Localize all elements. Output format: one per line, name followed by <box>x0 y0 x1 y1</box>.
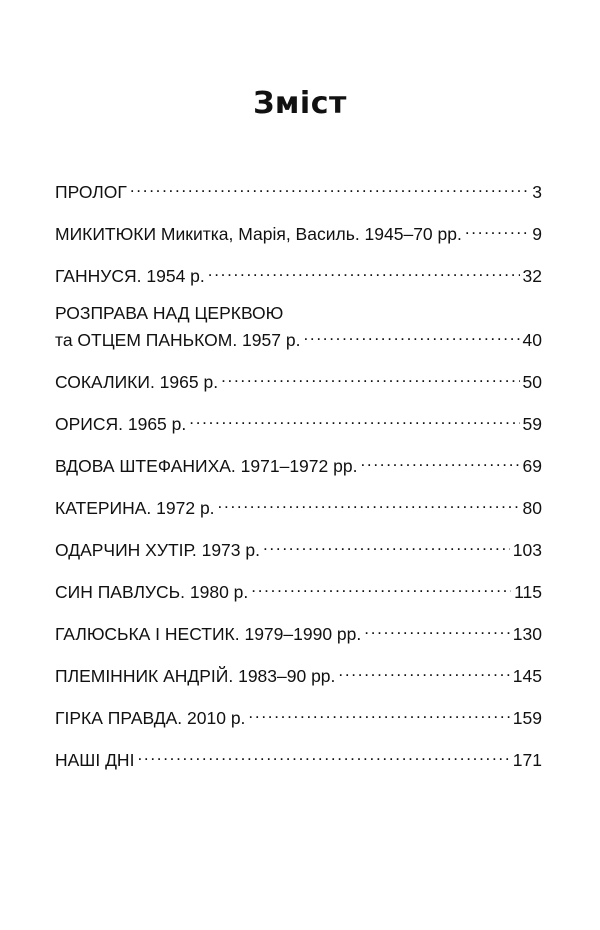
toc-entry <box>55 260 542 287</box>
toc-page-number: 145 <box>512 666 542 686</box>
toc-page-number: 59 <box>522 414 542 434</box>
toc-entry <box>55 618 542 645</box>
toc-leader-dots <box>189 408 519 430</box>
toc-entry-title-line1: РОЗПРАВА НАД ЦЕРКВОЮ <box>55 303 284 323</box>
toc-entry <box>55 450 542 477</box>
toc-entry-title: ОРИСЯ. 1965 р. <box>55 414 187 434</box>
toc-leader-dots <box>251 576 511 598</box>
toc-entry <box>55 702 542 729</box>
toc-entry-title: СИН ПАВЛУСЬ. 1980 р. <box>55 582 249 602</box>
toc-entry-title: МИКИТЮКИ Микитка, Марія, Василь. 1945–70 рр. <box>55 224 462 244</box>
toc-entry-title: НАШІ ДНІ <box>55 750 135 770</box>
toc-leader-dots <box>221 366 519 388</box>
toc-leader-dots <box>137 744 509 766</box>
page-title: Зміст <box>253 86 347 121</box>
toc-entry <box>55 366 542 393</box>
toc-entry-title: ПЛЕМІННИК АНДРІЙ. 1983–90 рр. <box>55 666 336 686</box>
toc-page-number: 32 <box>522 266 542 286</box>
toc-leader-dots <box>218 492 520 514</box>
toc-entry <box>55 302 542 351</box>
toc-entry-title: ВДОВА ШТЕФАНИХА. 1971–1972 рр. <box>55 456 358 476</box>
toc-page-number: 9 <box>532 224 542 244</box>
toc-entry-title: ОДАРЧИН ХУТІР. 1973 р. <box>55 540 260 560</box>
toc-entry-title: ГАЛЮСЬКА І НЕСТИК. 1979–1990 рр. <box>55 624 362 644</box>
toc-entry <box>55 660 542 687</box>
toc-entry <box>55 576 542 603</box>
toc-entry <box>55 744 542 771</box>
toc-leader-dots <box>360 450 519 472</box>
toc-entry-title: та ОТЦЕМ ПАНЬКОМ. 1957 р. <box>55 330 301 350</box>
toc-page-number: 50 <box>522 372 542 392</box>
toc-entry <box>55 492 542 519</box>
toc-leader-dots <box>263 534 510 556</box>
toc-entry-title: ГІРКА ПРАВДА. 2010 р. <box>55 708 246 728</box>
toc-leader-dots <box>338 660 509 682</box>
toc-leader-dots <box>303 324 519 346</box>
toc-page-number: 40 <box>522 330 542 350</box>
toc-leader-dots <box>465 218 529 240</box>
toc-entry-title: ПРОЛОГ <box>55 182 127 202</box>
toc-entry-title: СОКАЛИКИ. 1965 р. <box>55 372 219 392</box>
toc-leader-dots <box>248 702 509 724</box>
toc-entry <box>55 176 542 203</box>
toc-leader-dots <box>208 260 520 282</box>
toc-page-number: 115 <box>514 582 542 602</box>
toc-page-number: 80 <box>522 498 542 518</box>
toc-page-number: 159 <box>512 708 542 728</box>
toc-entry-title: КАТЕРИНА. 1972 р. <box>55 498 215 518</box>
toc-leader-dots <box>364 618 510 640</box>
toc-page-number: 171 <box>512 750 542 770</box>
toc-page-number: 103 <box>512 540 542 560</box>
toc-leader-dots <box>130 176 529 198</box>
toc-page-number: 3 <box>532 182 542 202</box>
toc-entry <box>55 408 542 435</box>
toc-page-number: 69 <box>522 456 542 476</box>
toc-entry <box>55 218 542 245</box>
toc-page-number: 130 <box>512 624 542 644</box>
toc-entry <box>55 534 542 561</box>
toc-entry-title: ГАННУСЯ. 1954 р. <box>55 266 205 286</box>
table-of-contents <box>55 176 542 786</box>
